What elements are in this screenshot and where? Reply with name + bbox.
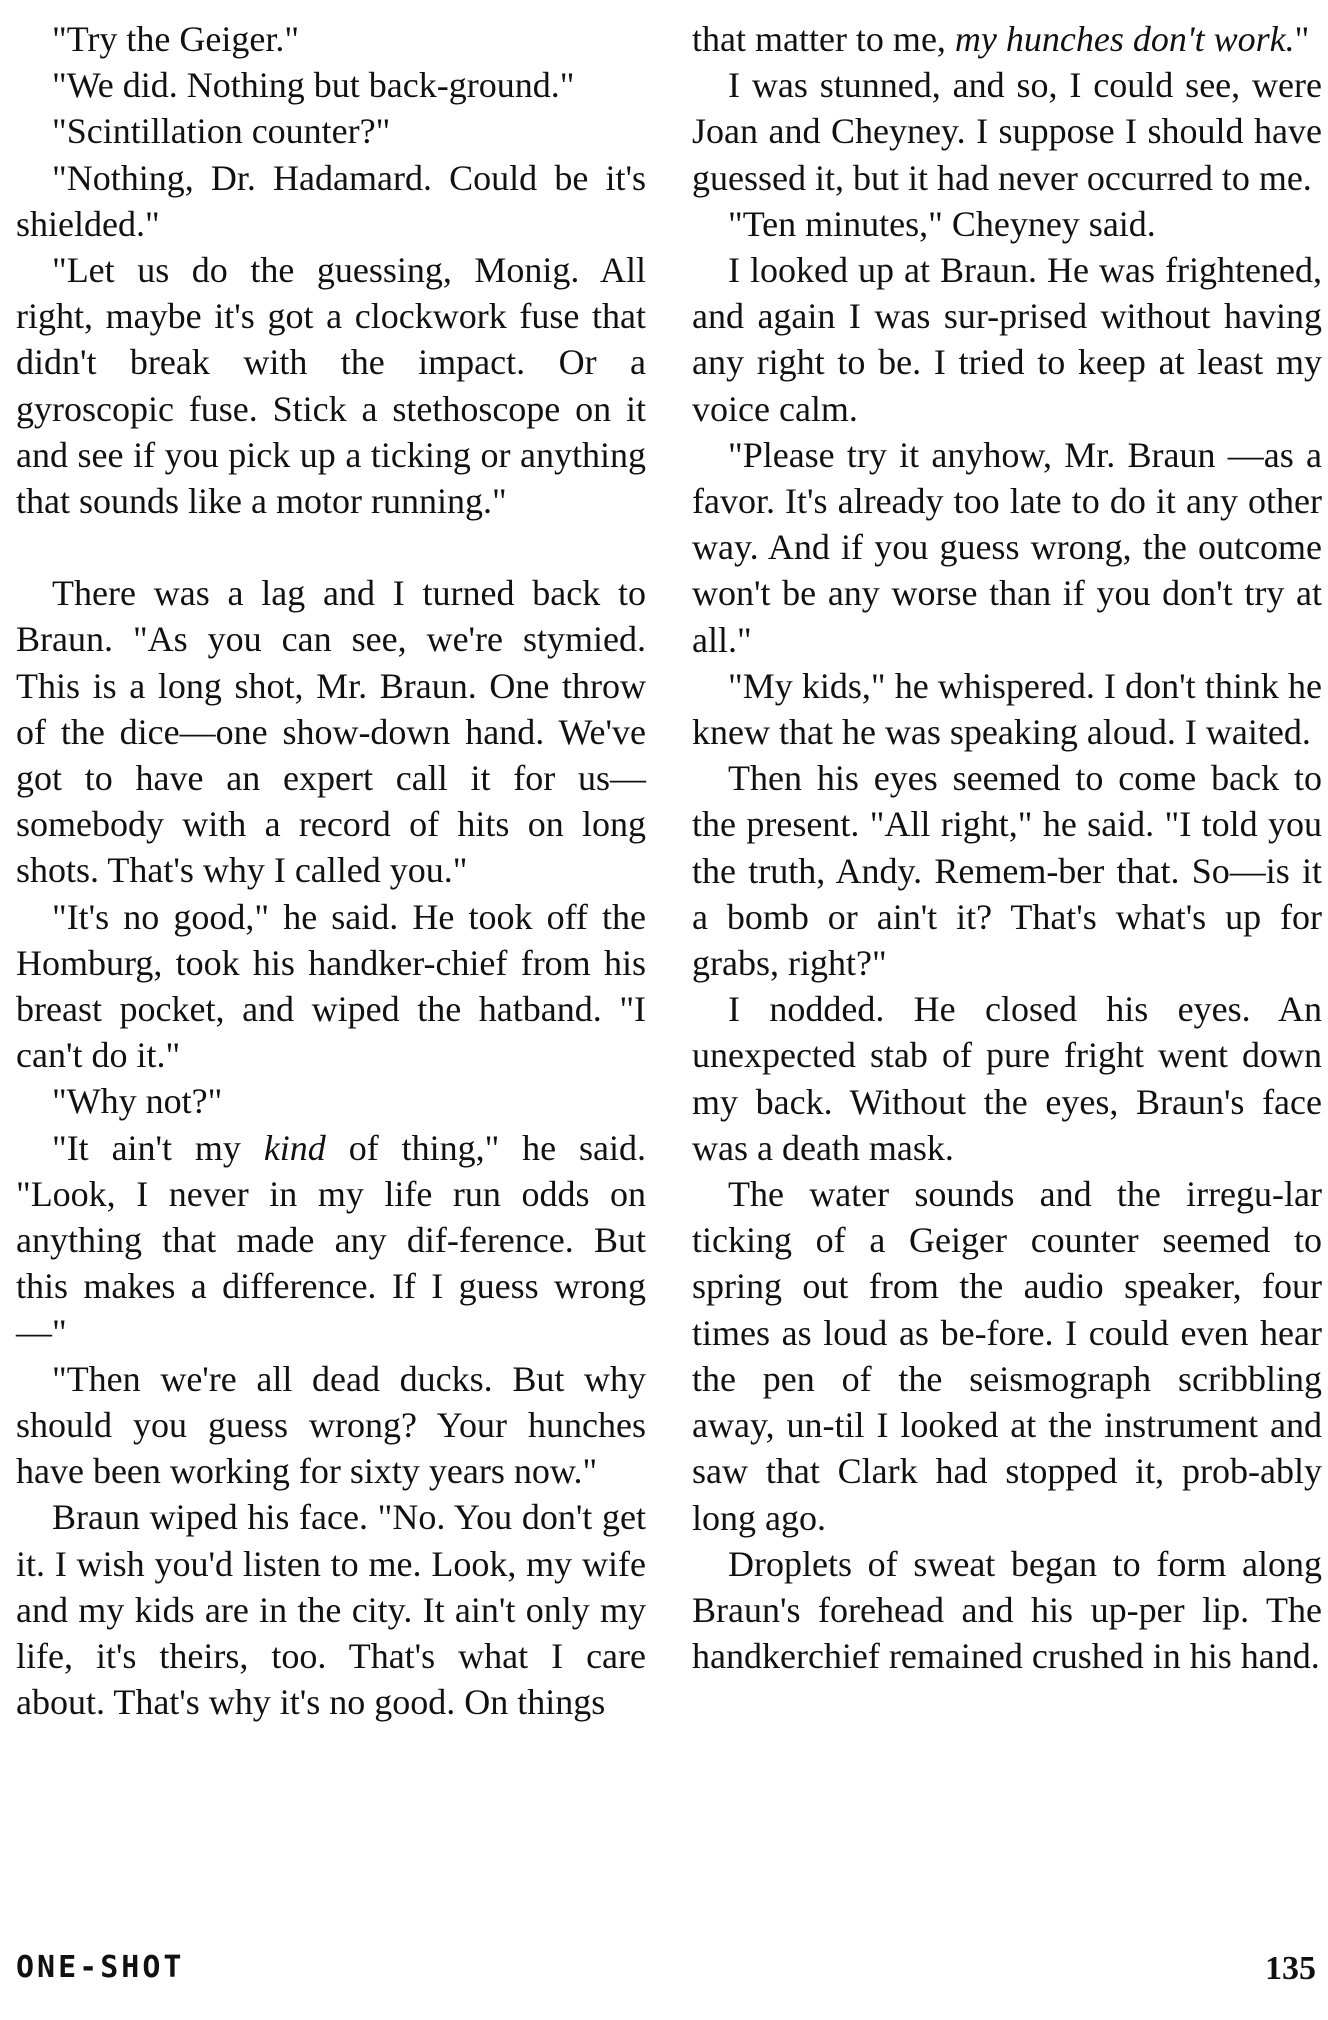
paragraph: I was stunned, and so, I could see, were Joan and Cheyney. I suppose I should have guessed it, but it had never occurred to me. xyxy=(692,65,1322,198)
paragraph: There was a lag and I turned back to Braun. "As you can see, we're stymied. This is a long shot, Mr. Braun. One throw of the dice—one show-down hand. We've got to have an expert call it for us—somebody with a record of hits on long shots. That's why I called you." xyxy=(16,573,646,891)
paragraph: Droplets of sweat began to form along Braun's forehead and his up-per lip. The handkerchief remained crushed in his hand. xyxy=(692,1543,1322,1677)
text-run: " xyxy=(1294,19,1310,59)
emphasis-text: kind xyxy=(263,1127,326,1168)
paragraph: Braun wiped his face. "No. You don't get it. I wish you'd listen to me. Look, my wife and my kids are in the city. It ain't only my life, it's theirs, too. That's what I care about. That's why it's no good. On things xyxy=(16,1497,646,1723)
paragraph: "Please try it anyhow, Mr. Braun —as a favor. It's already too late to do it any other way. And if you guess wrong, the outcome won't be any worse than if you don't try at all." xyxy=(692,434,1322,660)
paragraph: "Why not?" xyxy=(52,1081,223,1122)
text-run: that matter to me, xyxy=(692,19,955,59)
text-run: "It ain't my xyxy=(52,1127,264,1168)
paragraph: I nodded. He closed his eyes. An unexpected stab of pure fright went down my back. Without the eyes, Braun's face was a death mask. xyxy=(692,989,1322,1168)
page-footer xyxy=(16,1950,1316,2000)
paragraph: "Scintillation counter?" xyxy=(52,111,391,152)
paragraph: I looked up at Braun. He was frightened, and again I was sur-prised without having any right to be. I tried to keep at least my voice calm. xyxy=(692,250,1322,429)
right-column xyxy=(692,16,1322,1679)
paragraph: "Let us do the guessing, Monig. All right, maybe it's got a clockwork fuse that didn't break with the impact. Or a gyroscopic fuse. Stick a stethoscope on it and see if you pick up a ticking or anything that sounds like a motor running." xyxy=(16,250,646,522)
paragraph: "Nothing, Dr. Hadamard. Could be it's shielded." xyxy=(16,157,646,244)
running-title: ONE-SHOT xyxy=(16,1950,185,1985)
left-column xyxy=(16,16,646,1725)
text-run: of thing," he said. "Look, I never in my life run odds on anything that made any dif-ference. But this makes a difference. If I guess wrong—" xyxy=(16,1127,647,1353)
paragraph: "Try the Geiger." xyxy=(52,19,300,59)
paragraph: "My kids," he whispered. I don't think he knew that he was speaking aloud. I waited. xyxy=(692,665,1322,753)
paragraph: Then his eyes seemed to come back to the present. "All right," he said. "I told you the truth, Andy. Remem-ber that. So—is it a bomb or ain't it? That's what's up for grabs, right?" xyxy=(692,758,1322,984)
paragraph-continued xyxy=(692,16,1322,62)
paragraph: "It's no good," he said. He took off the Homburg, took his handker-chief from his breast pocket, and wiped the hatband. "I can't do it." xyxy=(16,896,646,1076)
paragraph: "We did. Nothing but back-ground." xyxy=(52,65,575,106)
paragraph-kind xyxy=(16,1125,646,1356)
emphasis-text: my hunches don't work. xyxy=(954,19,1295,59)
paragraph: "Then we're all dead ducks. But why should you guess wrong? Your hunches have been working for sixty years now." xyxy=(16,1358,646,1492)
paragraph: "Ten minutes," Cheyney said. xyxy=(728,203,1156,244)
paragraph: The water sounds and the irregu-lar ticking of a Geiger counter seemed to spring out from the audio speaker, four times as loud as be-fore. I could even hear the pen of the seismograph scribbling away, un-til I looked at the instrument and saw that Clark had stopped it, prob-ably long ago. xyxy=(692,1174,1322,1538)
page-number: 135 xyxy=(1265,1950,1316,1987)
